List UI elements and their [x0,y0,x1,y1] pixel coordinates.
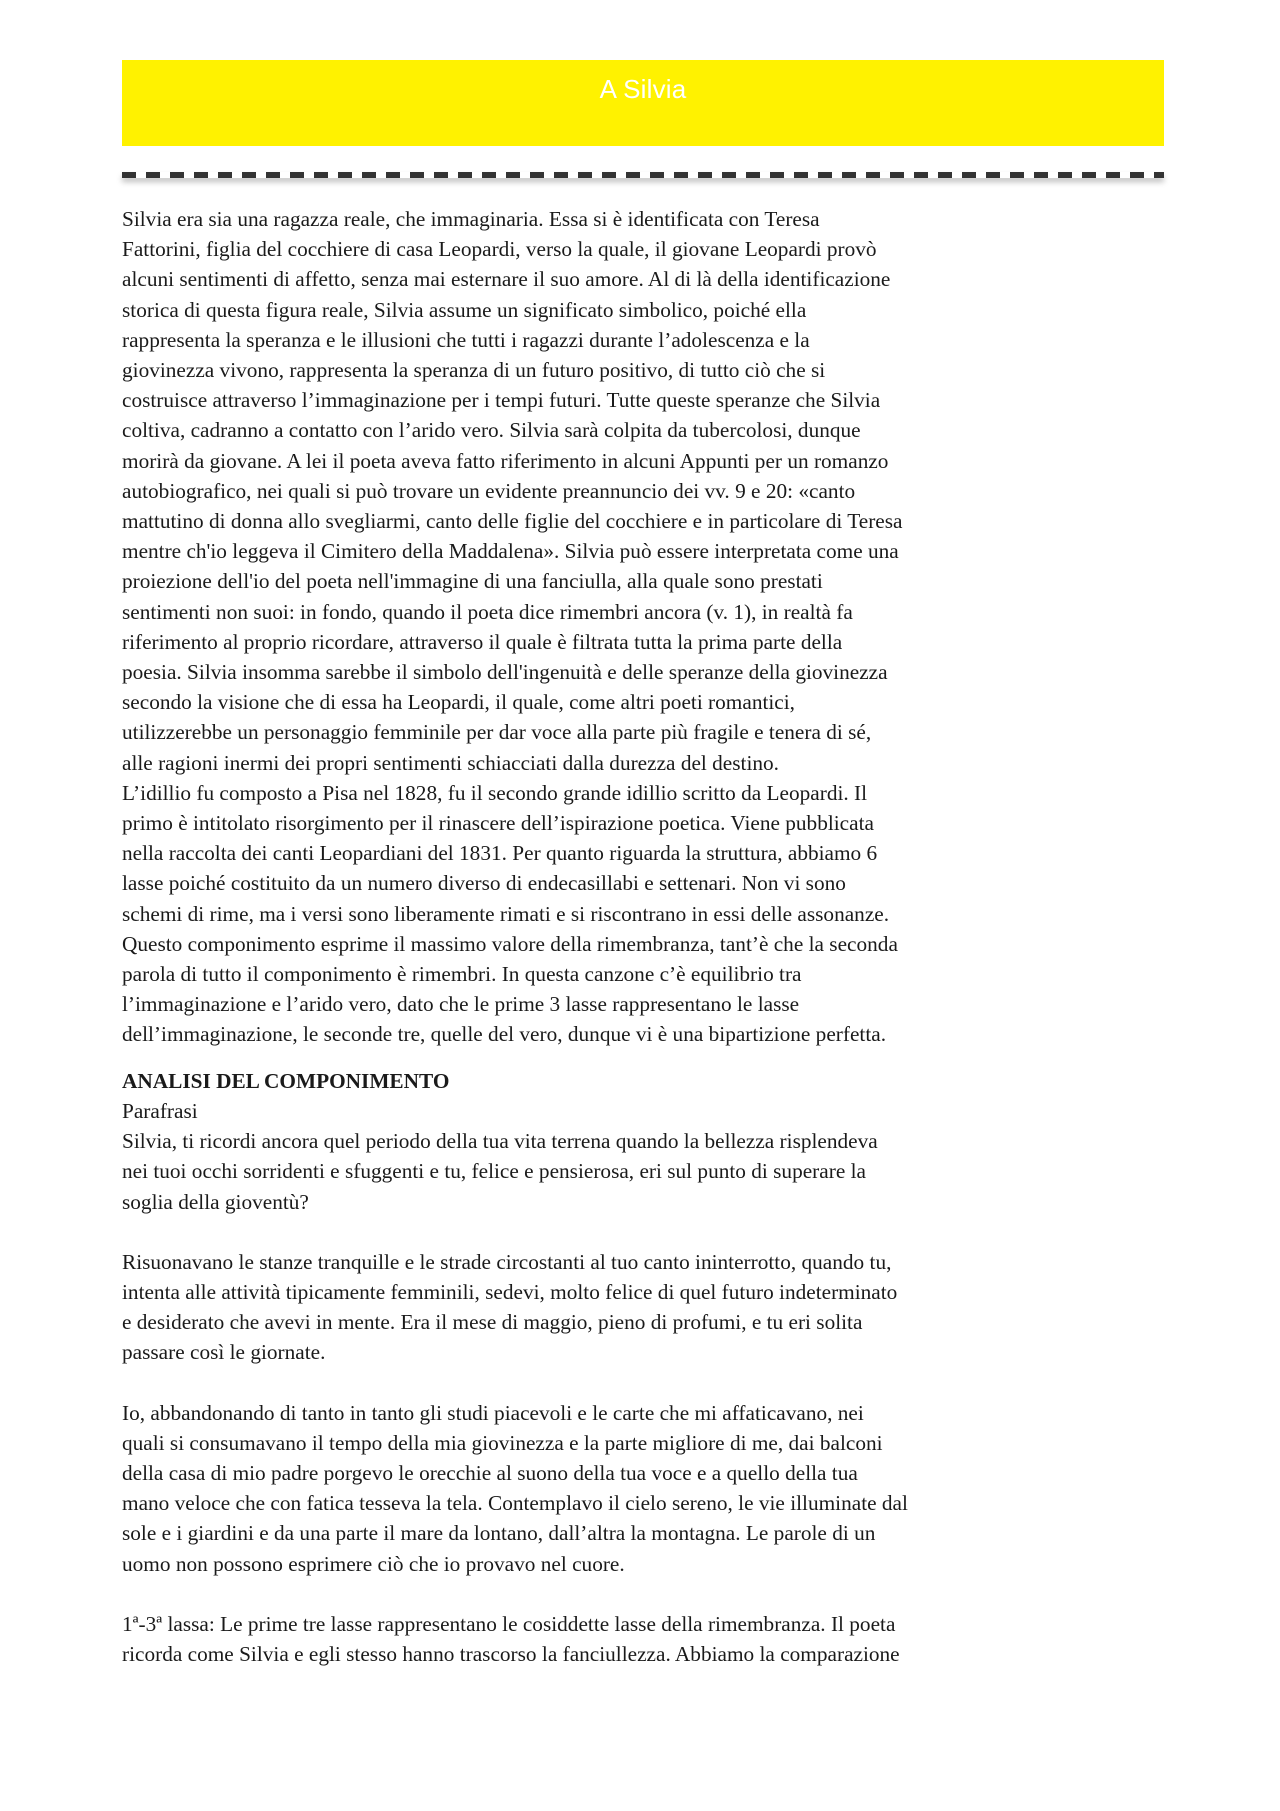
text-line: l’immaginazione e l’arido vero, dato che le prime 3 lasse rappresentano le lasse [122,992,800,1017]
text-line: secondo la visione che di essa ha Leopardi, il quale, come altri poeti romantici, [122,690,795,715]
text-line: dell’immaginazione, le seconde tre, quelle del vero, dunque vi è una bipartizione perfetta. [122,1022,887,1047]
text-line: lasse poiché costituito da un numero diverso di endecasillabi e settenari. Non vi sono [122,871,846,896]
text-line: utilizzerebbe un personaggio femminile per dar voce alla parte più fragile e tenera di sé, [122,720,872,745]
dashed-divider [122,172,1164,178]
text-line: Risuonavano le stanze tranquille e le strade circostanti al tuo canto ininterrotto, quando tu, [122,1249,892,1274]
lassa-paragraph [122,1609,1182,1669]
text-line: primo è intitolato risorgimento per il rinascere dell’ispirazione poetica. Viene pubblicata [122,811,874,836]
text-line: mentre ch'io leggeva il Cimitero della Maddalena». Silvia può essere interpretata come una [122,539,899,564]
text-line: soglia della gioventù? [122,1189,309,1214]
text-line: Questo componimento esprime il massimo valore della rimembranza, tant’è che la seconda [122,931,898,956]
spacer [122,1579,1182,1609]
text-line: della casa di mio padre porgevo le orecchie al suono della tua voce e a quello della tua [122,1460,858,1485]
text-line: coltiva, cadranno a contatto con l’arido vero. Silvia sarà colpita da tubercolosi, dunque [122,418,861,443]
text-line: proiezione dell'io del poeta nell'immagine di una fanciulla, alla quale sono prestati [122,569,823,594]
text-line: autobiografico, nei quali si può trovare un evidente preannuncio dei vv. 9 e 20: «canto [122,478,856,503]
paraphrase-paragraph-3 [122,1398,1182,1579]
text-line: Io, abbandonando di tanto in tanto gli studi piacevoli e le carte che mi affaticavano, nei [122,1400,864,1425]
text-line: mano veloce che con fatica tesseva la tela. Contemplavo il cielo sereno, le vie illuminate dal [122,1491,908,1516]
text-line: parola di tutto il componimento è rimembri. In questa canzone c’è equilibrio tra [122,962,802,987]
paraphrase-paragraph-1 [122,1126,1182,1217]
text-line: intenta alle attività tipicamente femminili, sedevi, molto felice di quel futuro indeterminato [122,1279,898,1304]
intro-paragraph [122,204,1182,1050]
text-line: e desiderato che avevi in mente. Era il mese di maggio, pieno di profumi, e tu eri solita [122,1310,863,1335]
paraphrase-paragraph-2 [122,1247,1182,1368]
text-line: ricorda come Silvia e egli stesso hanno trascorso la fanciullezza. Abbiamo la comparazione [122,1641,900,1666]
text-line: sole e i giardini e da una parte il mare da lontano, dall’altra la montagna. Le parole di un [122,1521,876,1546]
subheading: Parafrasi [122,1098,198,1123]
text-line: uomo non possono esprimere ciò che io provavo nel cuore. [122,1551,625,1576]
text-line: costruisce attraverso l’immaginazione per i tempi futuri. Tutte queste speranze che Silvia [122,388,881,413]
section-heading: ANALISI DEL COMPONIMENTO [122,1068,450,1093]
document-body [122,204,1182,1669]
text-line: passare così le giornate. [122,1340,326,1365]
text-line: quali si consumavano il tempo della mia giovinezza e la parte migliore di me, dai balconi [122,1430,883,1455]
text-line: Fattorini, figlia del cocchiere di casa Leopardi, verso la quale, il giovane Leopardi provò [122,237,877,262]
text-line: 1ª-3ª lassa: Le prime tre lasse rappresentano le cosiddette lasse della rimembranza. Il poeta [122,1611,896,1636]
title-banner [122,60,1164,146]
spacer [122,1050,1182,1066]
text-line: alle ragioni inermi dei propri sentimenti schiacciati dalla durezza del destino. [122,750,780,775]
text-line: rappresenta la speranza e le illusioni che tutti i ragazzi durante l’adolescenza e la [122,327,810,352]
text-line: mattutino di donna allo svegliarmi, canto delle figlie del cocchiere e in particolare di Teresa [122,509,903,534]
spacer [122,1217,1182,1247]
spacer [122,1368,1182,1398]
text-line: morirà da giovane. A lei il poeta aveva fatto riferimento in alcuni Appunti per un romanzo [122,448,889,473]
text-line: Silvia, ti ricordi ancora quel periodo della tua vita terrena quando la bellezza risplendeva [122,1129,878,1154]
text-line: giovinezza vivono, rappresenta la speranza di un futuro positivo, di tutto ciò che si [122,358,826,383]
text-line: L’idillio fu composto a Pisa nel 1828, fu il secondo grande idillio scritto da Leopardi. Il [122,780,868,805]
text-line: Silvia era sia una ragazza reale, che immaginaria. Essa si è identificata con Teresa [122,207,820,231]
document-title: A Silvia [599,74,687,104]
text-line: poesia. Silvia insomma sarebbe il simbolo dell'ingenuità e delle speranze della giovinezza [122,660,888,685]
text-line: alcuni sentimenti di affetto, senza mai esternare il suo amore. Al di là della identificazione [122,267,891,292]
text-line: nella raccolta dei canti Leopardiani del 1831. Per quanto riguarda la struttura, abbiamo 6 [122,841,878,866]
text-line: storica di questa figura reale, Silvia assume un significato simbolico, poiché ella [122,297,807,322]
text-line: schemi di rime, ma i versi sono liberamente rimati e si riscontrano in essi delle assonanze. [122,901,890,926]
text-line: sentimenti non suoi: in fondo, quando il poeta dice rimembri ancora (v. 1), in realtà fa [122,599,853,624]
text-line: nei tuoi occhi sorridenti e sfuggenti e tu, felice e pensierosa, eri sul punto di superare la [122,1159,866,1184]
text-line: riferimento al proprio ricordare, attraverso il quale è filtrata tutta la prima parte della [122,629,843,654]
